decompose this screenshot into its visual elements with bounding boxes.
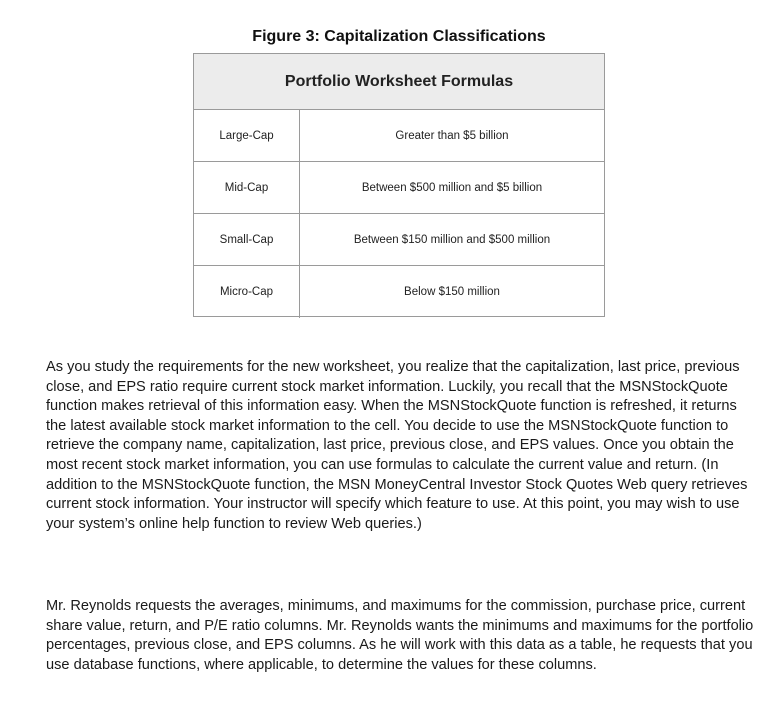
table-cell-description: Between $150 million and $500 million xyxy=(353,233,551,246)
body-paragraph: As you study the requirements for the new worksheet, you realize that the capitalization, last price, previous close, and EPS ratio require current stock market information. Luckily, you recall that the MSNStockQuote function makes retrieval of this information easy. When the MSNStockQuote function is refreshed, it returns the latest available stock market information to the cell. You decide to use the MSNStockQuote function to retrieve the company name, capitalization, last price, previous close, and EPS values. Once you obtain the most recent stock market information, you can use formulas to calculate the current value and return. (In addition to the MSNStockQuote function, the MSN MoneyCentral Investor Stock Quotes Web query retrieves current stock information. Your instructor will specify which feature to use. At this point, you may wish to use your system’s online help function to review Web queries.) xyxy=(46,359,748,532)
table-cell-category: Large-Cap xyxy=(194,110,300,161)
table-row xyxy=(194,162,604,214)
table-header: Portfolio Worksheet Formulas xyxy=(194,54,604,110)
figure-title: Figure 3: Capitalization Classifications xyxy=(252,28,546,45)
capitalization-table xyxy=(193,53,605,317)
table-cell-category: Small-Cap xyxy=(194,214,300,265)
table-row xyxy=(194,266,604,318)
body-paragraph: Mr. Reynolds requests the averages, minimums, and maximums for the commission, purchase price, current share value, return, and P/E ratio columns. Mr. Reynolds wants the minimums and maximums for the portfolio percentages, previous close, and EPS columns. As he will work with this data as a table, he requests that you use database functions, where applicable, to determine the values for these columns. xyxy=(46,598,754,673)
table-row xyxy=(194,214,604,266)
table-cell-category: Micro-Cap xyxy=(194,266,300,318)
table-cell-description: Below $150 million xyxy=(404,286,500,298)
table-cell-description: Between $500 million and $5 billion xyxy=(361,181,543,194)
table-row xyxy=(194,110,604,162)
table-cell-category: Mid-Cap xyxy=(194,162,300,213)
table-cell-description: Greater than $5 billion xyxy=(395,129,509,142)
